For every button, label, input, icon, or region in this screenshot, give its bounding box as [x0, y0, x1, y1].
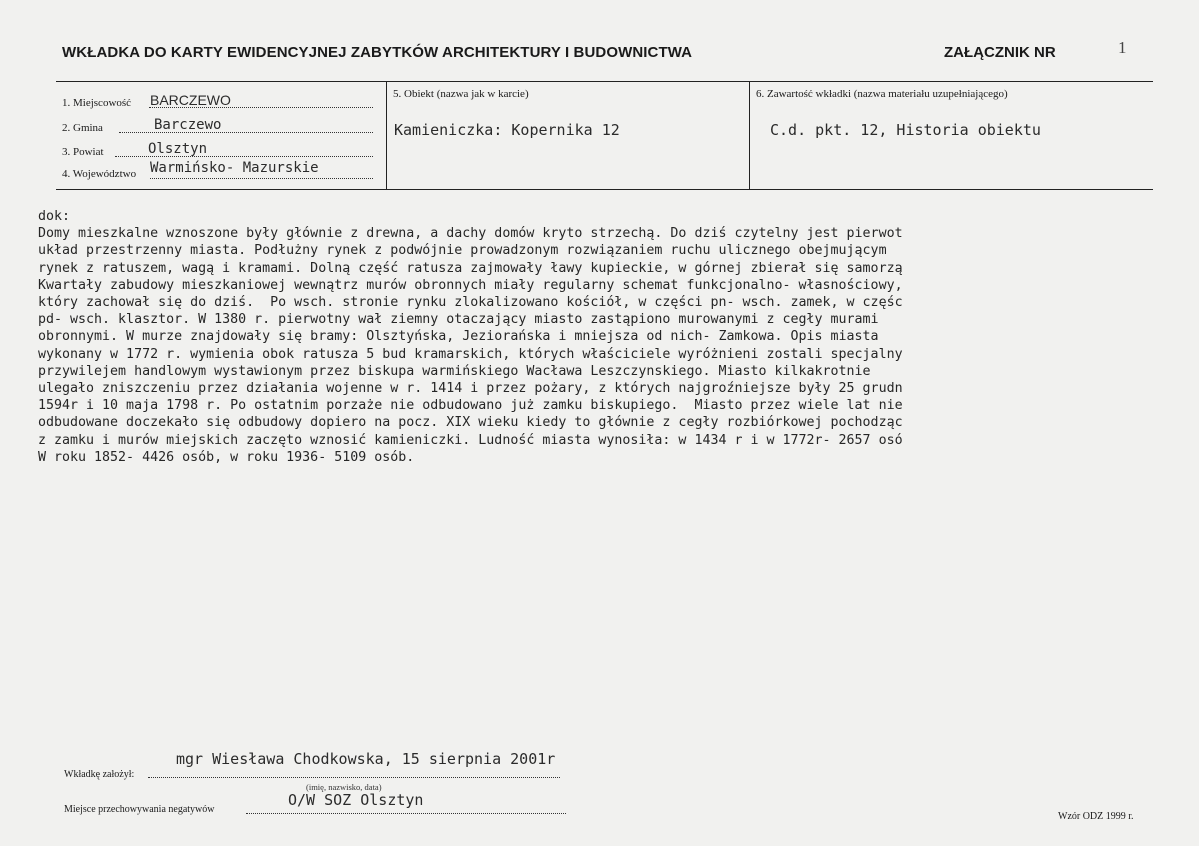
text-line: który zachował się do dziś. Po wsch. stronie rynku zlokalizowano kościół, w części pn- wsch. zamek, w częśc: [38, 295, 903, 311]
author-label: Wkładkę założył:: [64, 769, 135, 780]
negatives-location-label: Miejsce przechowywania negatywów: [64, 804, 215, 815]
object-value: Kamieniczka: Kopernika 12: [394, 121, 620, 139]
author-value: mgr Wiesława Chodkowska, 15 sierpnia 2001r: [176, 750, 556, 768]
county-value: Olsztyn: [148, 141, 208, 157]
document-title: WKŁADKA DO KARTY EWIDENCYJNEJ ZABYTKÓW ARCHITEKTURY I BUDOWNICTWA: [62, 44, 693, 61]
negatives-dotted-line: [246, 813, 566, 814]
location-column: [56, 82, 386, 189]
text-line: układ przestrzenny miasta. Podłużny rynek z podwójnie prowadzonym rozwiązaniem ruchu ulicznego obejmującym: [38, 243, 887, 259]
province-label: 4. Województwo: [62, 168, 137, 180]
town-label: 1. Miejscowość: [62, 97, 132, 109]
town-field: [62, 91, 373, 111]
history-text: [38, 208, 1148, 466]
annex-number: 1: [1118, 38, 1127, 57]
municipality-field: [62, 116, 373, 136]
county-label: 3. Powiat: [62, 146, 104, 158]
contents-label: 6. Zawartość wkładki (nazwa materiału uzupełniającego): [756, 88, 1008, 100]
text-line: dok:: [38, 209, 71, 224]
province-value: Warmińsko- Mazurskie: [150, 160, 319, 176]
text-line: 1594r i 10 maja 1798 r. Po ostatnim porzaże nie odbudowano już zamku biskupiego. Miasto przez wiele lat nie: [38, 398, 903, 414]
text-line: W roku 1852- 4426 osób, w roku 1936- 5109 osób.: [38, 449, 415, 465]
municipality-value: Barczewo: [154, 117, 222, 133]
text-line: ulegało zniszczeniu przez działania wojenne w r. 1414 i przez pożary, z których najgroźniejsze były 25 grudn: [38, 381, 903, 397]
province-field: [62, 162, 373, 182]
text-line: Kwartały zabudowy mieszkaniowej wewnątrz murów obronnych miały regularny schemat funkcjonalno- własnościowy,: [38, 277, 903, 293]
text-line: Domy mieszkalne wznoszone były głównie z drewna, a dachy domów kryto strzechą. Do dziś czytelny jest pierwot: [38, 226, 903, 242]
text-line: pd- wsch. klasztor. W 1380 r. pierwotny wał ziemny otaczający miasto zastąpiono murowanymi z cegły murami: [38, 312, 879, 328]
county-field: [62, 140, 373, 160]
text-line: odbudowane doczekało się odbudowy dopiero na pocz. XIX wieku kiedy to głównie z cegły rozbiórkowej pochodząc: [38, 415, 903, 431]
text-line: wykonany w 1772 r. wymienia obok ratusza 5 bud kramarskich, których właściciele wyróżnieni zostali specjalny: [38, 346, 903, 362]
object-label: 5. Obiekt (nazwa jak w karcie): [393, 88, 529, 100]
text-line: z zamku i murów miejskich zaczęto wznosić kamieniczki. Ludność miasta wynosiła: w 1434 r i w 1772r- 2657 osó: [38, 432, 903, 448]
info-grid: [56, 81, 1153, 190]
author-dotted-line: [148, 777, 560, 778]
text-line: rynek z ratuszem, wagą i kramami. Dolną część ratusza zajmowały ławy kupieckie, w górnej zbierał się samorzą: [38, 260, 903, 276]
province-dotted-line: [150, 178, 373, 179]
negatives-location-value: O/W SOZ Olsztyn: [288, 791, 424, 809]
municipality-label: 2. Gmina: [62, 122, 103, 134]
town-value: BARCZEWO: [150, 92, 231, 108]
object-column: [386, 82, 749, 189]
text-line: przywilejem handlowym wystawionym przez biskupa warmińskiego Wacława Leszczynskiego. Miasto kilkakrotnie: [38, 363, 871, 379]
template-note: Wzór ODZ 1999 r.: [1058, 811, 1134, 822]
annex-label: ZAŁĄCZNIK NR: [944, 44, 1056, 61]
contents-value: C.d. pkt. 12, Historia obiektu: [770, 121, 1041, 139]
contents-column: [749, 82, 1153, 189]
text-line: obronnymi. W murze znajdowały się bramy: Olsztyńska, Jeziorańska i mniejsza od nich- Zamkowa. Opis miasta: [38, 329, 879, 345]
author-hint: (imię, nazwisko, data): [306, 782, 382, 792]
